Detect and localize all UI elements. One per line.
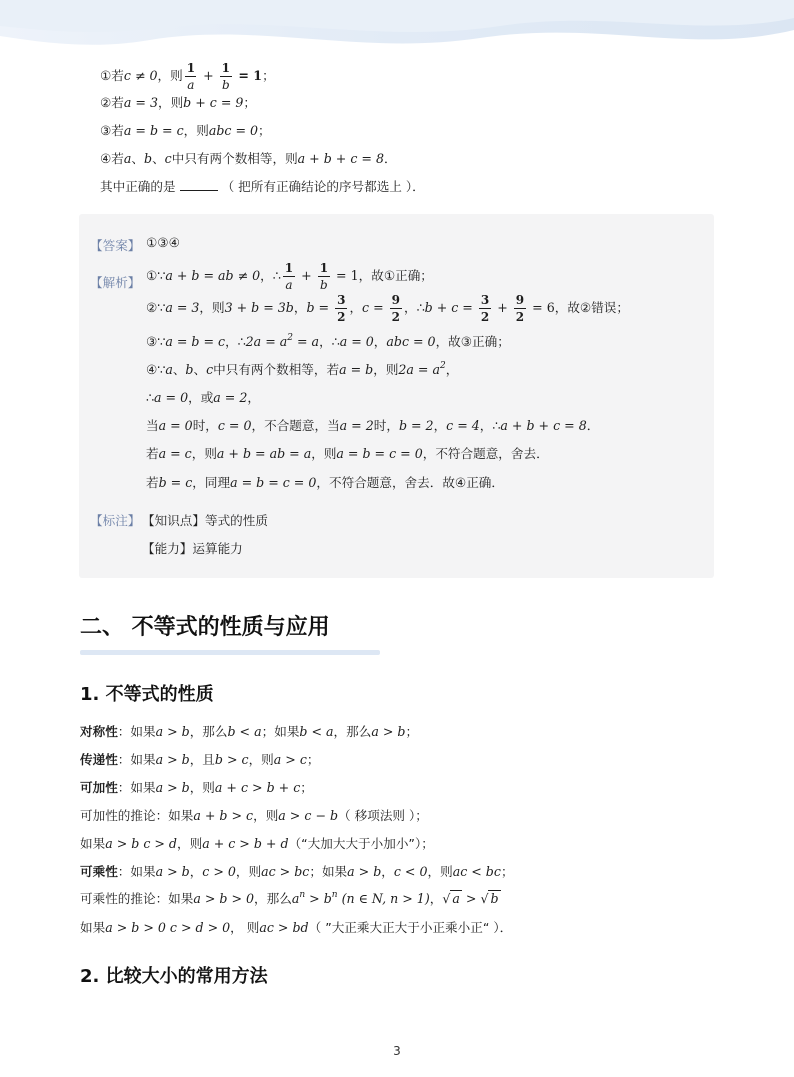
analysis-line-7: 若a = c，则a + b = ab = a，则a = b = c = 0，不符合题意，舍去．	[146, 446, 549, 461]
answer-blank	[180, 178, 218, 191]
property-positive-product: 如果a > b > 0 c > d > 0， 则ac > bd（ ”大正乘大正大于小正乘小正“ ）．	[80, 920, 513, 935]
property-additivity: 可加性：如果a > b，则a + c > b + c；	[80, 780, 313, 795]
section-title: 二、 不等式的性质与应用	[80, 615, 330, 640]
question-item-3: ③若a = b = c，则abc = 0；	[100, 123, 271, 138]
subsection-title-2: 2. 比较大小的常用方法	[80, 966, 268, 987]
question-item-1: ①若c ≠ 0，则 $\frac{1}{a}$ + $\frac{1}{b}$ = 1；	[100, 61, 275, 92]
property-symmetry: 对称性：如果a > b，那么b < a；如果b < a，那么a > b；	[80, 724, 419, 739]
property-transitivity: 传递性：如果a > b，且b > c，则a > c；	[80, 752, 320, 767]
note-tag: 【标注】	[90, 513, 141, 528]
analysis-line-6: 当a = 0时，c = 0，不合题意，当a = 2时，b = 2，c = 4，∴a + b + c = 8．	[146, 418, 600, 433]
answer-tag: 【答案】	[90, 238, 141, 253]
analysis-line-8: 若b = c，同理a = b = c = 0，不符合题意，舍去．故④正确．	[146, 475, 504, 490]
analysis-line-5: ∴a = 0，或a = 2，	[146, 390, 260, 405]
property-addition-rule: 如果a > b c > d，则a + c > b + d（“大加大大于小加小”）；	[80, 836, 434, 851]
sqrt-b: √ b	[480, 891, 499, 906]
section-title-underline	[80, 650, 380, 655]
subsection-title-1: 1. 不等式的性质	[80, 684, 214, 705]
header-wave-decoration	[0, 0, 794, 60]
note-ability: 【能力】运算能力	[142, 541, 243, 556]
sqrt-a: √ a	[442, 891, 460, 906]
question-item-4: ④若a、b、c中只有两个数相等，则a + b + c = 8．	[100, 151, 397, 166]
analysis-line-3: ③∵a = b = c，∴2a = $a^2 = a$，∴a = 0，abc = 0，故③正确；	[146, 333, 510, 349]
property-additivity-corollary: 可加性的推论：如果a + b > c，则a > c − b（ 移项法则 ）；	[80, 808, 428, 823]
question-item-2: ②若a = 3，则b + c = 9；	[100, 95, 257, 110]
analysis-line-2: ②∵a = 3，则3 + b = 3b，b = $\frac{3}{2}$ ，c = $\frac{9}{2}$ ，∴b + c = $\frac{3}{2}$ + $\frac{9}{2}$ = 6，故②错误；	[146, 293, 629, 324]
note-knowledge: 【知识点】等式的性质	[142, 513, 268, 528]
property-multiplicativity-corollary: 可乘性的推论：如果a > b > 0，那么$a^n > b^n$ (n ∈ N, n > 1)，√ a > √ b	[80, 890, 499, 906]
analysis-tag: 【解析】	[90, 275, 141, 290]
analysis-line-1: ①∵a + b = ab ≠ 0，∴ $\frac{1}{a}$ + $\frac{1}{b}$ = 1，故①正确；	[146, 261, 433, 292]
question-prompt: 其中正确的是 （ 把所有正确结论的序号都选上 ）．	[100, 179, 425, 194]
answer-value: ①③④	[146, 235, 180, 250]
analysis-line-4: ④∵a、b、c中只有两个数相等，若a = b，则$2a = a^2$，	[146, 361, 459, 377]
property-multiplicativity: 可乘性：如果a > b，c > 0，则ac > bc；如果a > b，c < 0，则ac < bc；	[80, 864, 514, 879]
page-number: 3	[393, 1044, 401, 1058]
